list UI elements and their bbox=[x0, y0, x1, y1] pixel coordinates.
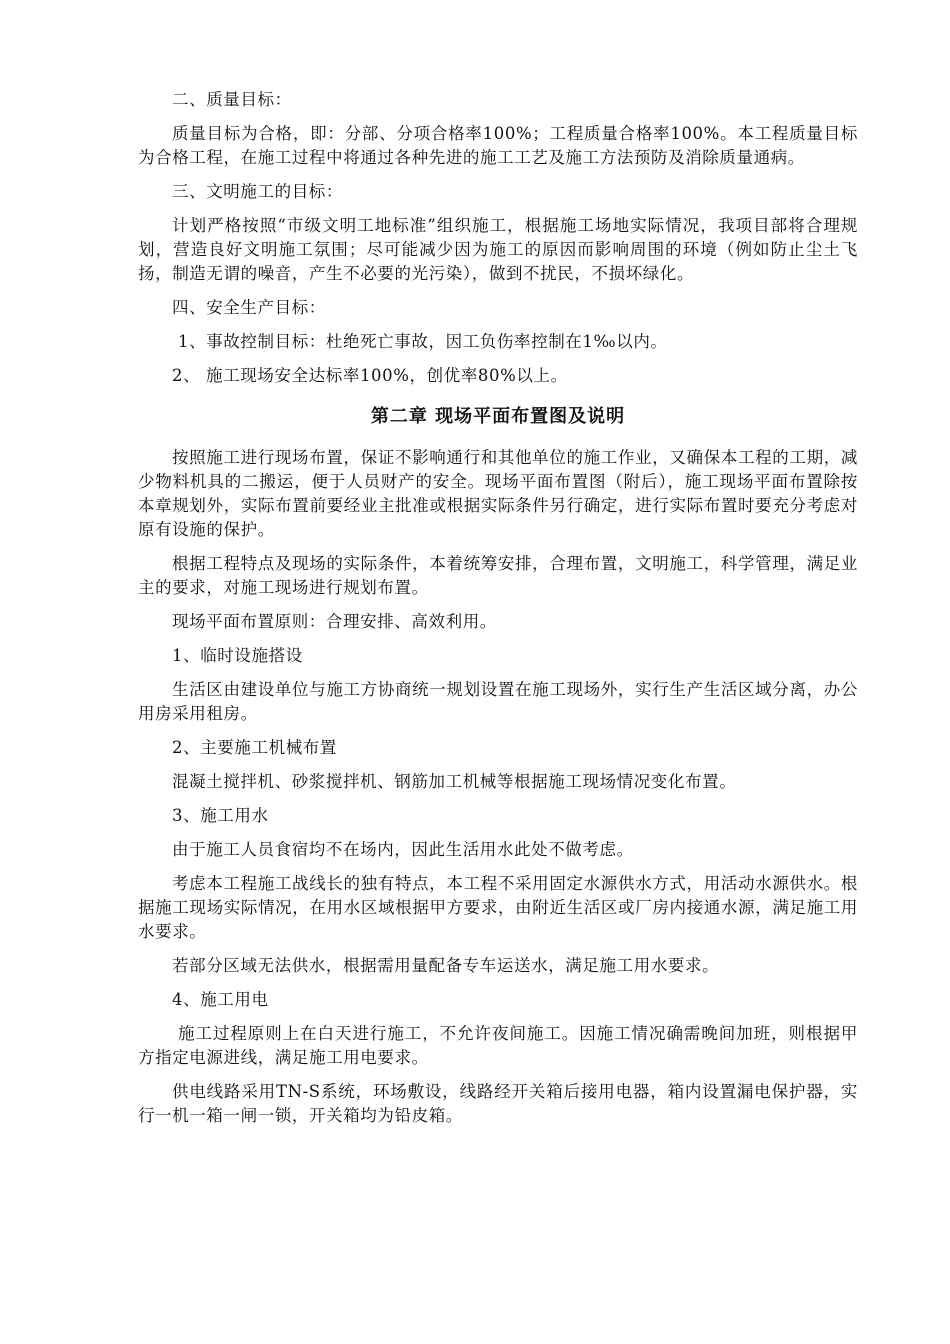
paragraph-water-2: 考虑本工程施工战线长的独有特点，本工程不采用固定水源供水方式，用活动水源供水。根据施工现场实际情况，在用水区域根据甲方要求，由附近生活区或厂房内接通水源，满足施工用水要求。 bbox=[138, 874, 858, 941]
paragraph-electricity-2: 供电线路采用TN-S系统，环场敷设，线路经开关箱后接用电器，箱内设置漏电保护器，实行一机一箱一闸一锁，开关箱均为铅皮箱。 bbox=[138, 1082, 858, 1125]
document-page bbox=[138, 88, 858, 1138]
paragraph-electricity-1: 施工过程原则上在白天进行施工，不允许夜间施工。因施工情况确需晚间加班，则根据甲方指定电源进线，满足施工用电要求。 bbox=[138, 1024, 858, 1067]
paragraph-quality-goal: 质量目标为合格，即：分部、分项合格率100%；工程质量合格率100%。本工程质量目标为合格工程，在施工过程中将通过各种先进的施工工艺及施工方法预防及消除质量通病。 bbox=[138, 124, 858, 167]
paragraph-water-3: 若部分区域无法供水，根据需用量配备专车运送水，满足施工用水要求。 bbox=[172, 956, 720, 975]
paragraph-layout-planning: 根据工程特点及现场的实际条件，本着统筹安排，合理布置，文明施工，科学管理，满足业主的要求，对施工现场进行规划布置。 bbox=[138, 554, 858, 597]
subheading-water: 3、施工用水 bbox=[172, 806, 269, 825]
section-heading-safety: 四、安全生产目标： bbox=[172, 298, 326, 317]
safety-item-1: 1、事故控制目标：杜绝死亡事故，因工负伤率控制在1‰以内。 bbox=[178, 332, 668, 351]
paragraph-layout-intro: 按照施工进行现场布置，保证不影响通行和其他单位的施工作业，又确保本工程的工期，减少物料机具的二搬运，便于人员财产的安全。现场平面布置图（附后），施工现场平面布置除按本章规划外，实际布置前要经业主批准或根据实际条件另行确定，进行实际布置时要充分考虑对原有设施的保护。 bbox=[138, 448, 858, 539]
safety-item-2: 2、 施工现场安全达标率100%，创优率80%以上。 bbox=[172, 366, 568, 385]
section-heading-quality: 二、质量目标： bbox=[172, 90, 292, 109]
subheading-machinery: 2、主要施工机械布置 bbox=[172, 738, 337, 757]
section-heading-civilized: 三、文明施工的目标： bbox=[172, 182, 343, 201]
paragraph-civilized-goal: 计划严格按照“市级文明工地标准”组织施工，根据施工场地实际情况，我项目部将合理规划，营造良好文明施工氛围；尽可能减少因为施工的原因而影响周围的环境（例如防止尘土飞扬，制造无谓的噪音，产生不必要的光污染），做到不扰民，不损坏绿化。 bbox=[138, 216, 858, 283]
paragraph-temporary-facilities: 生活区由建设单位与施工方协商统一规划设置在施工现场外，实行生产生活区域分离，办公用房采用租房。 bbox=[138, 680, 858, 723]
chapter-title: 第二章 现场平面布置图及说明 bbox=[370, 406, 626, 427]
paragraph-layout-principle: 现场平面布置原则：合理安排、高效利用。 bbox=[172, 612, 497, 631]
paragraph-water-1: 由于施工人员食宿均不在场内，因此生活用水此处不做考虑。 bbox=[172, 840, 634, 859]
subheading-temporary-facilities: 1、临时设施搭设 bbox=[172, 646, 303, 665]
paragraph-machinery: 混凝土搅拌机、砂浆搅拌机、钢筋加工机械等根据施工现场情况变化布置。 bbox=[172, 772, 737, 791]
subheading-electricity: 4、施工用电 bbox=[172, 990, 269, 1009]
